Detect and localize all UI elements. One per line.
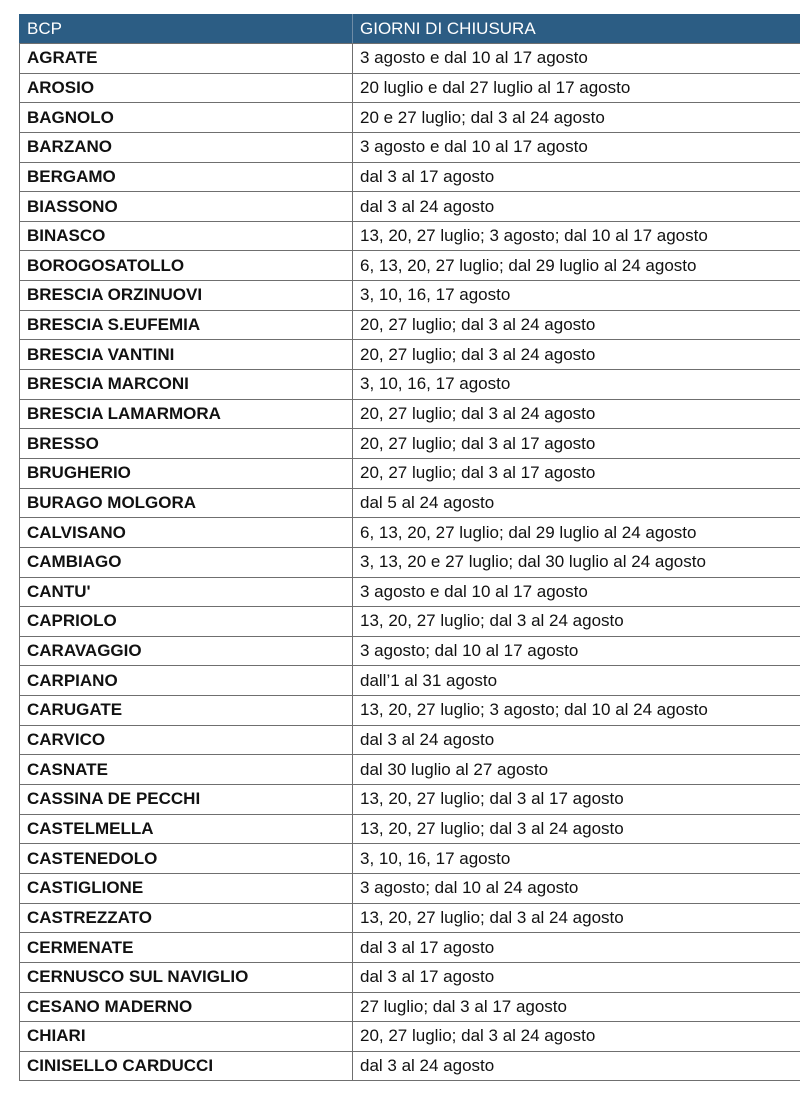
bcp-cell: CERMENATE	[19, 933, 353, 962]
table-row	[19, 874, 800, 904]
bcp-cell: BERGAMO	[19, 163, 353, 192]
table-row	[19, 548, 800, 578]
closure-days-cell: 3 agosto e dal 10 al 17 agosto	[360, 581, 588, 601]
table-row	[19, 400, 800, 430]
closure-days-cell: 13, 20, 27 luglio; dal 3 al 24 agosto	[360, 611, 624, 631]
bcp-cell: CERNUSCO SUL NAVIGLIO	[19, 963, 353, 992]
bcp-cell: BARZANO	[19, 133, 353, 162]
table-body	[19, 44, 800, 1081]
bcp-cell: AGRATE	[19, 44, 353, 73]
table-row	[19, 933, 800, 963]
bcp-cell: CASNATE	[19, 755, 353, 784]
bcp-cell: CARAVAGGIO	[19, 637, 353, 666]
table-row	[19, 785, 800, 815]
closure-days-cell: 27 luglio; dal 3 al 17 agosto	[360, 996, 567, 1016]
closure-days-cell: dal 3 al 17 agosto	[360, 166, 495, 186]
bcp-cell: CASSINA DE PECCHI	[19, 785, 353, 814]
table-row	[19, 815, 800, 845]
bcp-cell: CASTELMELLA	[19, 815, 353, 844]
bcp-cell: CARUGATE	[19, 696, 353, 725]
table-row	[19, 370, 800, 400]
closure-days-cell: 13, 20, 27 luglio; dal 3 al 24 agosto	[360, 907, 624, 927]
closure-days-cell: 20, 27 luglio; dal 3 al 24 agosto	[360, 344, 596, 364]
table-row	[19, 993, 800, 1023]
bcp-cell: BURAGO MOLGORA	[19, 489, 353, 518]
closure-days-cell: 20, 27 luglio; dal 3 al 24 agosto	[360, 404, 596, 423]
header-giorni-di-chiusura: GIORNI DI CHIUSURA	[360, 18, 536, 38]
closure-days-cell: 13, 20, 27 luglio; dal 3 al 24 agosto	[360, 818, 624, 838]
table-row	[19, 251, 800, 281]
table-row	[19, 637, 800, 667]
closure-days-cell: 3 agosto e dal 10 al 17 agosto	[360, 48, 588, 68]
closure-days-cell: 20 e 27 luglio; dal 3 al 24 agosto	[360, 107, 605, 127]
closure-table	[19, 14, 800, 1081]
table-row	[19, 963, 800, 993]
bcp-cell: CARPIANO	[19, 666, 353, 695]
bcp-cell: BINASCO	[19, 222, 353, 251]
table-row	[19, 518, 800, 548]
bcp-cell: BRESCIA LAMARMORA	[19, 400, 353, 429]
bcp-cell: BRUGHERIO	[19, 459, 353, 488]
header-bcp: BCP	[19, 14, 353, 43]
bcp-cell: CESANO MADERNO	[19, 993, 353, 1022]
table-row	[19, 163, 800, 193]
closure-days-cell: dal 30 luglio al 27 agosto	[360, 759, 549, 779]
bcp-cell: CASTIGLIONE	[19, 874, 353, 903]
table-row	[19, 340, 800, 370]
table-row	[19, 726, 800, 756]
closure-days-cell: dal 5 al 24 agosto	[360, 492, 495, 512]
table-row	[19, 281, 800, 311]
closure-days-cell: 3, 13, 20 e 27 luglio; dal 30 luglio al 24 agosto	[360, 552, 706, 572]
closure-days-cell: 20, 27 luglio; dal 3 al 24 agosto	[360, 1026, 596, 1046]
bcp-cell: CANTU'	[19, 578, 353, 607]
bcp-cell: CAMBIAGO	[19, 548, 353, 577]
closure-days-cell: 6, 13, 20, 27 luglio; dal 29 luglio al 24 agosto	[360, 522, 697, 542]
bcp-cell: BIASSONO	[19, 192, 353, 221]
closure-days-cell: 20, 27 luglio; dal 3 al 24 agosto	[360, 315, 596, 335]
table-row	[19, 1052, 800, 1082]
bcp-cell: AROSIO	[19, 74, 353, 103]
bcp-cell: BAGNOLO	[19, 103, 353, 132]
closure-days-cell: dal 3 al 17 agosto	[360, 937, 495, 957]
bcp-cell: CARVICO	[19, 726, 353, 755]
table-row	[19, 755, 800, 785]
table-row	[19, 133, 800, 163]
table-row	[19, 696, 800, 726]
table-row	[19, 103, 800, 133]
closure-days-cell: 6, 13, 20, 27 luglio; dal 29 luglio al 24 agosto	[360, 255, 697, 275]
closure-days-cell: dal 3 al 24 agosto	[360, 1056, 495, 1076]
closure-days-cell: dal 3 al 24 agosto	[360, 730, 495, 750]
closure-days-cell: dal 3 al 24 agosto	[360, 196, 495, 216]
table-row	[19, 489, 800, 519]
closure-days-cell: 3, 10, 16, 17 agosto	[360, 374, 511, 394]
table-row	[19, 429, 800, 459]
bcp-cell: CASTREZZATO	[19, 904, 353, 933]
table-row	[19, 844, 800, 874]
closure-days-cell: 13, 20, 27 luglio; 3 agosto; dal 10 al 24 agosto	[360, 700, 708, 720]
table-row	[19, 904, 800, 934]
closure-days-cell: 20 luglio e dal 27 luglio al 17 agosto	[360, 77, 631, 97]
bcp-cell: BRESCIA ORZINUOVI	[19, 281, 353, 310]
table-row	[19, 222, 800, 252]
bcp-cell: BRESCIA VANTINI	[19, 340, 353, 369]
closure-days-cell: dall’1 al 31 agosto	[360, 670, 498, 690]
bcp-cell: CINISELLO CARDUCCI	[19, 1052, 353, 1081]
closure-days-cell: dal 3 al 17 agosto	[360, 967, 495, 987]
closure-days-cell: 3 agosto e dal 10 al 17 agosto	[360, 137, 588, 157]
closure-days-cell: 3, 10, 16, 17 agosto	[360, 285, 511, 305]
bcp-cell: BRESCIA MARCONI	[19, 370, 353, 399]
bcp-cell: CASTENEDOLO	[19, 844, 353, 873]
table-row	[19, 459, 800, 489]
closure-days-cell: 3, 10, 16, 17 agosto	[360, 848, 511, 868]
bcp-cell: BRESCIA S.EUFEMIA	[19, 311, 353, 340]
bcp-cell: CAPRIOLO	[19, 607, 353, 636]
bcp-cell: CHIARI	[19, 1022, 353, 1051]
bcp-cell: BRESSO	[19, 429, 353, 458]
table-row	[19, 192, 800, 222]
closure-days-cell: 3 agosto; dal 10 al 17 agosto	[360, 641, 579, 661]
closure-days-cell: 3 agosto; dal 10 al 24 agosto	[360, 878, 579, 898]
table-row	[19, 1022, 800, 1052]
closure-days-cell: 13, 20, 27 luglio; dal 3 al 17 agosto	[360, 789, 624, 809]
table-row	[19, 74, 800, 104]
bcp-cell: BOROGOSATOLLO	[19, 251, 353, 280]
bcp-cell: CALVISANO	[19, 518, 353, 547]
table-header	[19, 14, 800, 44]
table-row	[19, 607, 800, 637]
table-row	[19, 44, 800, 74]
closure-days-cell: 20, 27 luglio; dal 3 al 17 agosto	[360, 433, 596, 453]
table-row	[19, 578, 800, 608]
closure-days-cell: 20, 27 luglio; dal 3 al 17 agosto	[360, 463, 596, 483]
closure-days-cell: 13, 20, 27 luglio; 3 agosto; dal 10 al 17 agosto	[360, 226, 708, 246]
table-row	[19, 311, 800, 341]
table-row	[19, 666, 800, 696]
